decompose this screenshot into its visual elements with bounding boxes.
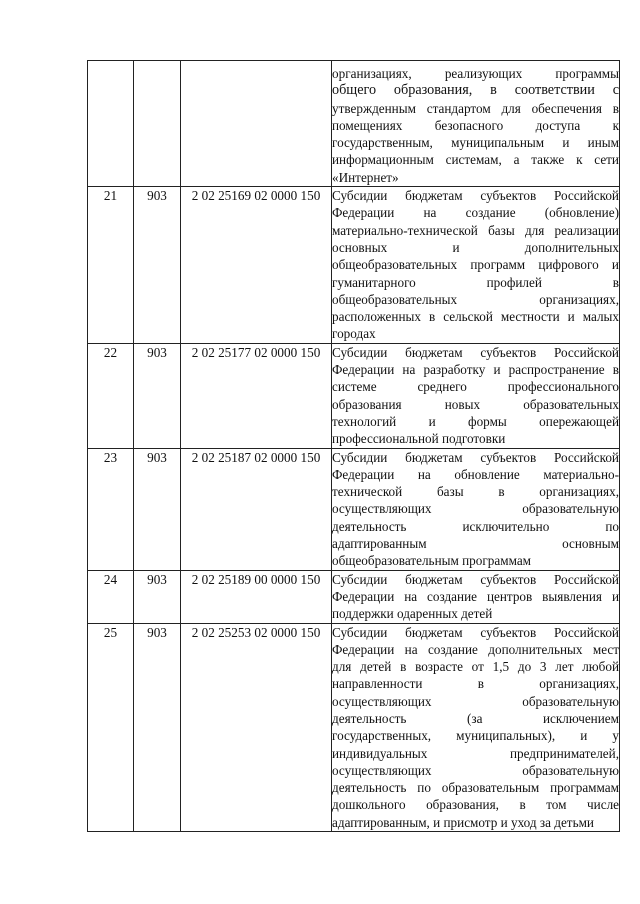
description-line: деятельность исключительно по	[332, 518, 619, 534]
description-line: дошкольного образования, в том числе	[332, 797, 619, 813]
description-line: материально-технической базы для реализации	[332, 222, 619, 238]
description-line: для детей в возрасте от 1,5 до 3 лет любой	[332, 659, 619, 675]
description-line: гуманитарного профилей в	[332, 274, 619, 290]
description-line: направленности в организациях,	[332, 676, 619, 692]
row-number: 25	[88, 623, 134, 832]
description-line: технологий и формы опережающей	[332, 413, 619, 429]
description-line: поддержки одаренных детей	[332, 606, 493, 622]
budget-classification-code: 2 02 25177 02 0000 150	[181, 343, 332, 448]
description-line: общего образования, в соответствии с	[332, 82, 619, 99]
description-line: Федерации на создание центров выявления и	[332, 588, 619, 604]
description-line: осуществляющих образовательную	[332, 762, 619, 778]
budget-classification-code: 2 02 25253 02 0000 150	[181, 623, 332, 832]
table-row	[88, 448, 620, 570]
admin-code: 903	[134, 187, 181, 344]
row-number	[88, 61, 134, 187]
description-line: государственным, муниципальным и иным	[332, 135, 619, 151]
income-description	[332, 570, 620, 623]
description-line: технической базы в организациях,	[332, 484, 619, 500]
income-description	[332, 343, 620, 448]
budget-classification-code	[181, 61, 332, 187]
description-line: Федерации на создание (обновление)	[332, 205, 619, 221]
description-line: утвержденным стандартом для обеспечения в	[332, 100, 619, 116]
income-description	[332, 61, 620, 187]
description-line: системе среднего профессионального	[332, 379, 619, 395]
description-line: профессиональной подготовки	[332, 431, 506, 447]
description-line: деятельность по образовательным программам	[332, 780, 619, 796]
row-number: 23	[88, 448, 134, 570]
description-line: Субсидии бюджетам субъектов Российской	[332, 571, 619, 587]
row-number: 22	[88, 343, 134, 448]
admin-code: 903	[134, 570, 181, 623]
description-line: Федерации на обновление материально-	[332, 466, 619, 482]
budget-income-table	[87, 60, 620, 832]
description-line: общеобразовательных программ цифрового и	[332, 257, 619, 273]
description-line: государственных, муниципальных), и у	[332, 728, 619, 744]
description-line: адаптированным основным	[332, 536, 619, 552]
row-number: 24	[88, 570, 134, 623]
table-row	[88, 343, 620, 448]
description-line: основных и дополнительных	[332, 239, 619, 255]
admin-code	[134, 61, 181, 187]
description-line: городах	[332, 326, 376, 342]
table-row	[88, 61, 620, 187]
description-line: расположенных в сельской местности и малых	[332, 309, 619, 325]
table-row	[88, 623, 620, 832]
description-line: помещениях безопасного доступа к	[332, 117, 619, 133]
description-line: Субсидии бюджетам субъектов Российской	[332, 344, 619, 360]
table-row	[88, 187, 620, 344]
income-description	[332, 623, 620, 832]
description-line: организациях, реализующих программы	[332, 66, 619, 81]
description-line: осуществляющих образовательную	[332, 693, 619, 709]
description-line: индивидуальных предпринимателей,	[332, 745, 619, 761]
table-row	[88, 570, 620, 623]
description-line: Субсидии бюджетам субъектов Российской	[332, 624, 619, 640]
description-line: образования новых образовательных	[332, 396, 619, 412]
description-line: адаптированным, и присмотр и уход за детьми	[332, 814, 594, 830]
description-line: осуществляющих образовательную	[332, 501, 619, 517]
description-line: Субсидии бюджетам субъектов Российской	[332, 449, 619, 465]
income-description	[332, 448, 620, 570]
budget-classification-code: 2 02 25189 00 0000 150	[181, 570, 332, 623]
admin-code: 903	[134, 343, 181, 448]
description-line: Федерации на разработку и распространение в	[332, 362, 619, 378]
income-description	[332, 187, 620, 344]
budget-classification-code: 2 02 25187 02 0000 150	[181, 448, 332, 570]
admin-code: 903	[134, 623, 181, 832]
description-line: информационным системам, а также к сети	[332, 152, 619, 168]
description-line: общеобразовательных организациях,	[332, 291, 619, 307]
description-line: Федерации на создание дополнительных мест	[332, 641, 619, 657]
description-line: деятельность (за исключением	[332, 710, 619, 726]
admin-code: 903	[134, 448, 181, 570]
description-line: Субсидии бюджетам субъектов Российской	[332, 188, 619, 204]
budget-classification-code: 2 02 25169 02 0000 150	[181, 187, 332, 344]
description-line: «Интернет»	[332, 169, 399, 185]
row-number: 21	[88, 187, 134, 344]
description-line: общеобразовательным программам	[332, 553, 532, 569]
